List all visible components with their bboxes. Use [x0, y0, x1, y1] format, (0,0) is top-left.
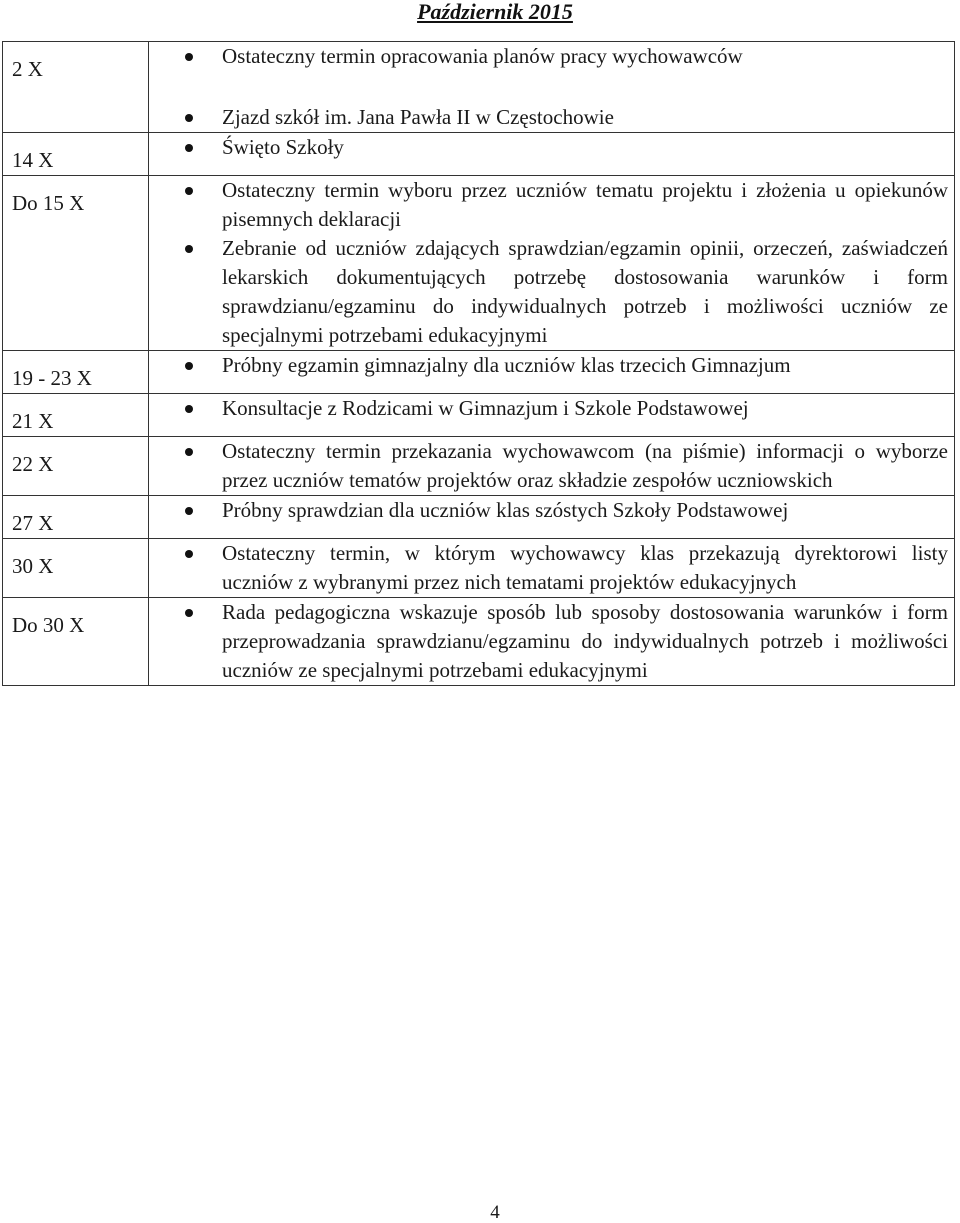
events-cell: [149, 351, 955, 394]
events-cell: [149, 133, 955, 176]
event-item: [149, 176, 954, 234]
event-item: [149, 539, 954, 597]
schedule-table: [2, 41, 955, 686]
date-cell: 2 X: [3, 42, 149, 133]
events-cell: [149, 176, 955, 351]
bullet-icon: [185, 550, 193, 558]
event-text: Ostateczny termin opracowania planów pracy wychowawców: [222, 44, 743, 68]
event-text: Święto Szkoły: [222, 135, 344, 159]
event-list: [149, 539, 954, 597]
date-cell: 30 X: [3, 539, 149, 598]
event-text: Rada pedagogiczna wskazuje sposób lub sposoby dostosowania warunków i form przeprowadzania sprawdzianu/egzaminu do indywidualnych potrzeb i możliwości uczniów ze specjalnymi potrzebami edukacyjnymi: [222, 600, 948, 682]
events-cell: [149, 598, 955, 686]
event-item: [149, 351, 954, 380]
schedule-row: [3, 351, 955, 394]
event-item: [149, 133, 954, 162]
event-text: Zebranie od uczniów zdających sprawdzian/egzamin opinii, orzeczeń, zaświadczeń lekarskich dokumentujących potrzebę dostosowania warunków i form sprawdzianu/egzaminu do indywidualnych potrzeb i możliwości uczniów ze specjalnymi potrzebami edukacyjnymi: [222, 236, 948, 347]
event-list: [149, 133, 954, 162]
page-title: Październik 2015: [417, 0, 573, 24]
date-cell: 22 X: [3, 437, 149, 496]
events-cell: [149, 539, 955, 598]
event-text: Ostateczny termin wyboru przez uczniów tematu projektu i złożenia u opiekunów pisemnych deklaracji: [222, 178, 948, 231]
bullet-icon: [185, 114, 193, 122]
event-list: [149, 598, 954, 685]
schedule-row: [3, 133, 955, 176]
event-text: Próbny sprawdzian dla uczniów klas szóstych Szkoły Podstawowej: [222, 498, 789, 522]
event-text: Zjazd szkół im. Jana Pawła II w Częstochowie: [222, 105, 614, 129]
schedule-row: [3, 42, 955, 133]
date-cell: Do 15 X: [3, 176, 149, 351]
event-list: [149, 351, 954, 380]
event-list: [149, 176, 954, 350]
page-number: 4: [490, 1202, 500, 1223]
event-text: Ostateczny termin, w którym wychowawcy klas przekazują dyrektorowi listy uczniów z wybranymi przez nich tematami projektów edukacyjnych: [222, 541, 948, 594]
bullet-icon: [185, 187, 193, 195]
schedule-row: [3, 539, 955, 598]
date-cell: 14 X: [3, 133, 149, 176]
schedule-row: [3, 437, 955, 496]
event-item: [149, 437, 954, 495]
schedule-row: [3, 598, 955, 686]
bullet-icon: [185, 53, 193, 61]
event-list: [149, 394, 954, 423]
event-item: [149, 496, 954, 525]
event-list: [149, 437, 954, 495]
schedule-row: [3, 394, 955, 437]
events-cell: [149, 437, 955, 496]
bullet-icon: [185, 609, 193, 617]
event-item: [149, 234, 954, 350]
event-list: [149, 496, 954, 525]
event-text: Próbny egzamin gimnazjalny dla uczniów klas trzecich Gimnazjum: [222, 353, 791, 377]
bullet-icon: [185, 245, 193, 253]
date-cell: 19 - 23 X: [3, 351, 149, 394]
schedule-row: [3, 496, 955, 539]
date-cell: 21 X: [3, 394, 149, 437]
bullet-icon: [185, 448, 193, 456]
date-cell: Do 30 X: [3, 598, 149, 686]
event-text: Ostateczny termin przekazania wychowawcom (na piśmie) informacji o wyborze przez uczniów tematów projektów oraz składzie zespołów uczniowskich: [222, 439, 948, 492]
events-cell: [149, 42, 955, 133]
event-text: Konsultacje z Rodzicami w Gimnazjum i Szkole Podstawowej: [222, 396, 749, 420]
schedule-body: [3, 42, 955, 686]
events-cell: [149, 496, 955, 539]
bullet-icon: [185, 144, 193, 152]
date-cell: 27 X: [3, 496, 149, 539]
event-item: [149, 103, 954, 132]
event-list: [149, 42, 954, 132]
event-item: [149, 42, 954, 71]
bullet-icon: [185, 362, 193, 370]
events-cell: [149, 394, 955, 437]
schedule-row: [3, 176, 955, 351]
event-item: [149, 394, 954, 423]
bullet-icon: [185, 507, 193, 515]
event-item: [149, 598, 954, 685]
bullet-icon: [185, 405, 193, 413]
